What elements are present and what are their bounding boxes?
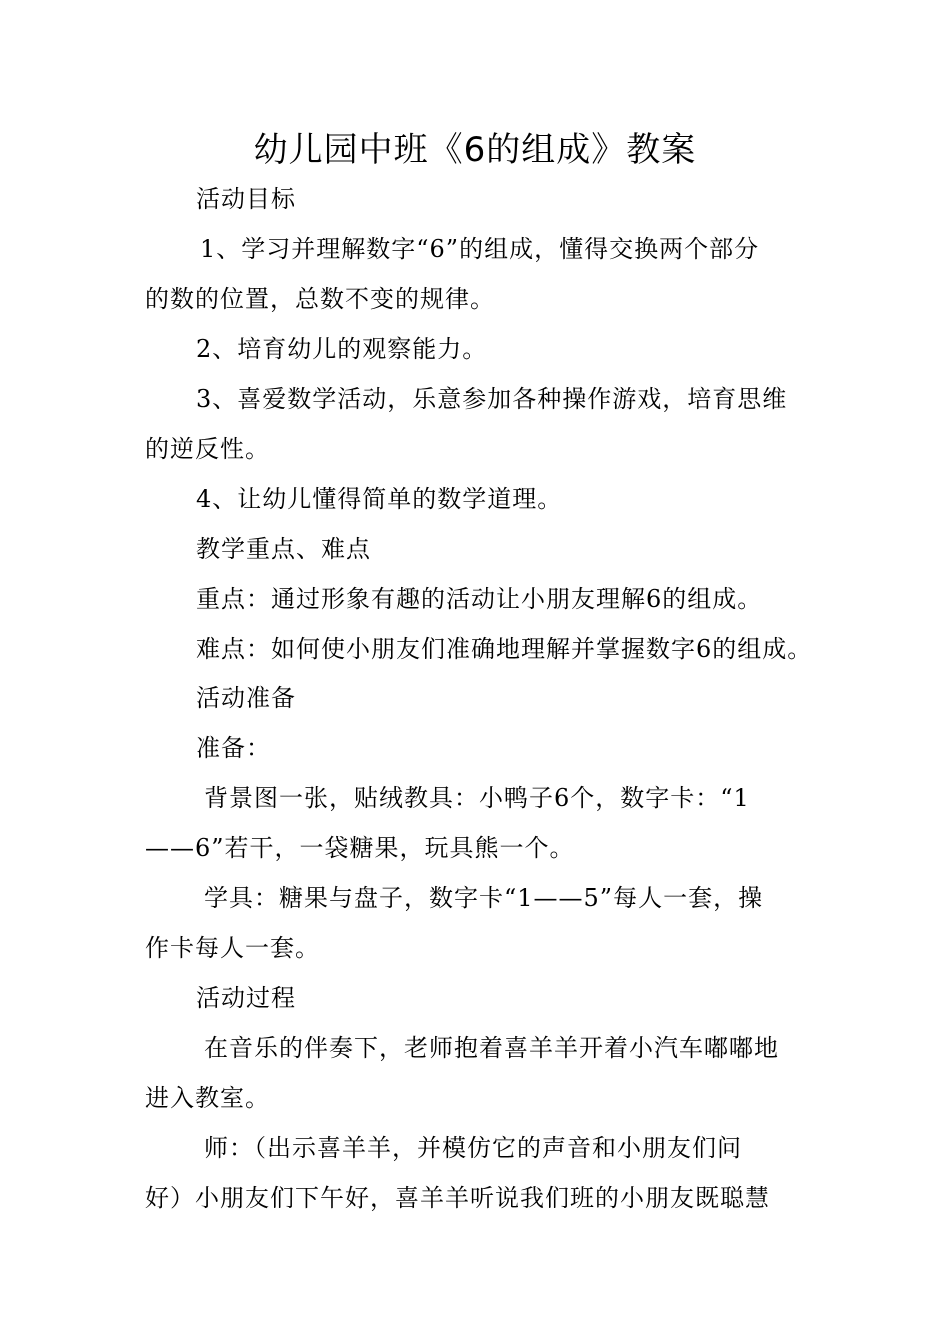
dialogue-line-2: 好）小朋友们下午好，喜羊羊听说我们班的小朋友既聪慧 [145, 1184, 770, 1212]
section-heading-key-points: 教学重点、难点 [196, 535, 371, 563]
learning-tools-line-1: 学具：糖果与盘子，数字卡“1——5”每人一套，操 [204, 884, 764, 912]
process-line-1: 在音乐的伴奏下，老师抱着喜羊羊开着小汽车嘟嘟地 [204, 1034, 779, 1062]
goal-4: 4、让幼儿懂得简单的数学道理。 [196, 485, 563, 513]
section-heading-activity-goals: 活动目标 [196, 185, 296, 213]
preparation-label: 准备： [196, 734, 271, 762]
learning-tools-line-2: 作卡每人一套。 [145, 934, 320, 962]
document-title: 幼儿园中班《6的组成》教案 [253, 130, 697, 170]
difficult-point: 难点：如何使小朋友们准确地理解并掌握数字6的组成。 [196, 635, 813, 663]
preparation-line-1: 背景图一张，贴绒教具：小鸭子6个，数字卡：“1 [204, 784, 750, 812]
section-heading-activity-process: 活动过程 [196, 984, 296, 1012]
section-heading-preparation: 活动准备 [196, 684, 296, 712]
process-line-2: 进入教室。 [145, 1084, 270, 1112]
goal-3-line-1: 3、喜爱数学活动，乐意参加各种操作游戏，培育思维 [196, 385, 788, 413]
preparation-line-2: ——6”若干，一袋糖果，玩具熊一个。 [145, 834, 575, 862]
goal-1-line-1: 1、学习并理解数字“6”的组成，懂得交换两个部分 [200, 235, 760, 263]
goal-3-line-2: 的逆反性。 [145, 435, 270, 463]
key-point: 重点：通过形象有趣的活动让小朋友理解6的组成。 [196, 585, 763, 613]
goal-2: 2、培育幼儿的观察能力。 [196, 335, 488, 363]
goal-1-line-2: 的数的位置，总数不变的规律。 [145, 285, 495, 313]
dialogue-line-1: 师：（出示喜羊羊，并模仿它的声音和小朋友们问 [204, 1134, 742, 1162]
